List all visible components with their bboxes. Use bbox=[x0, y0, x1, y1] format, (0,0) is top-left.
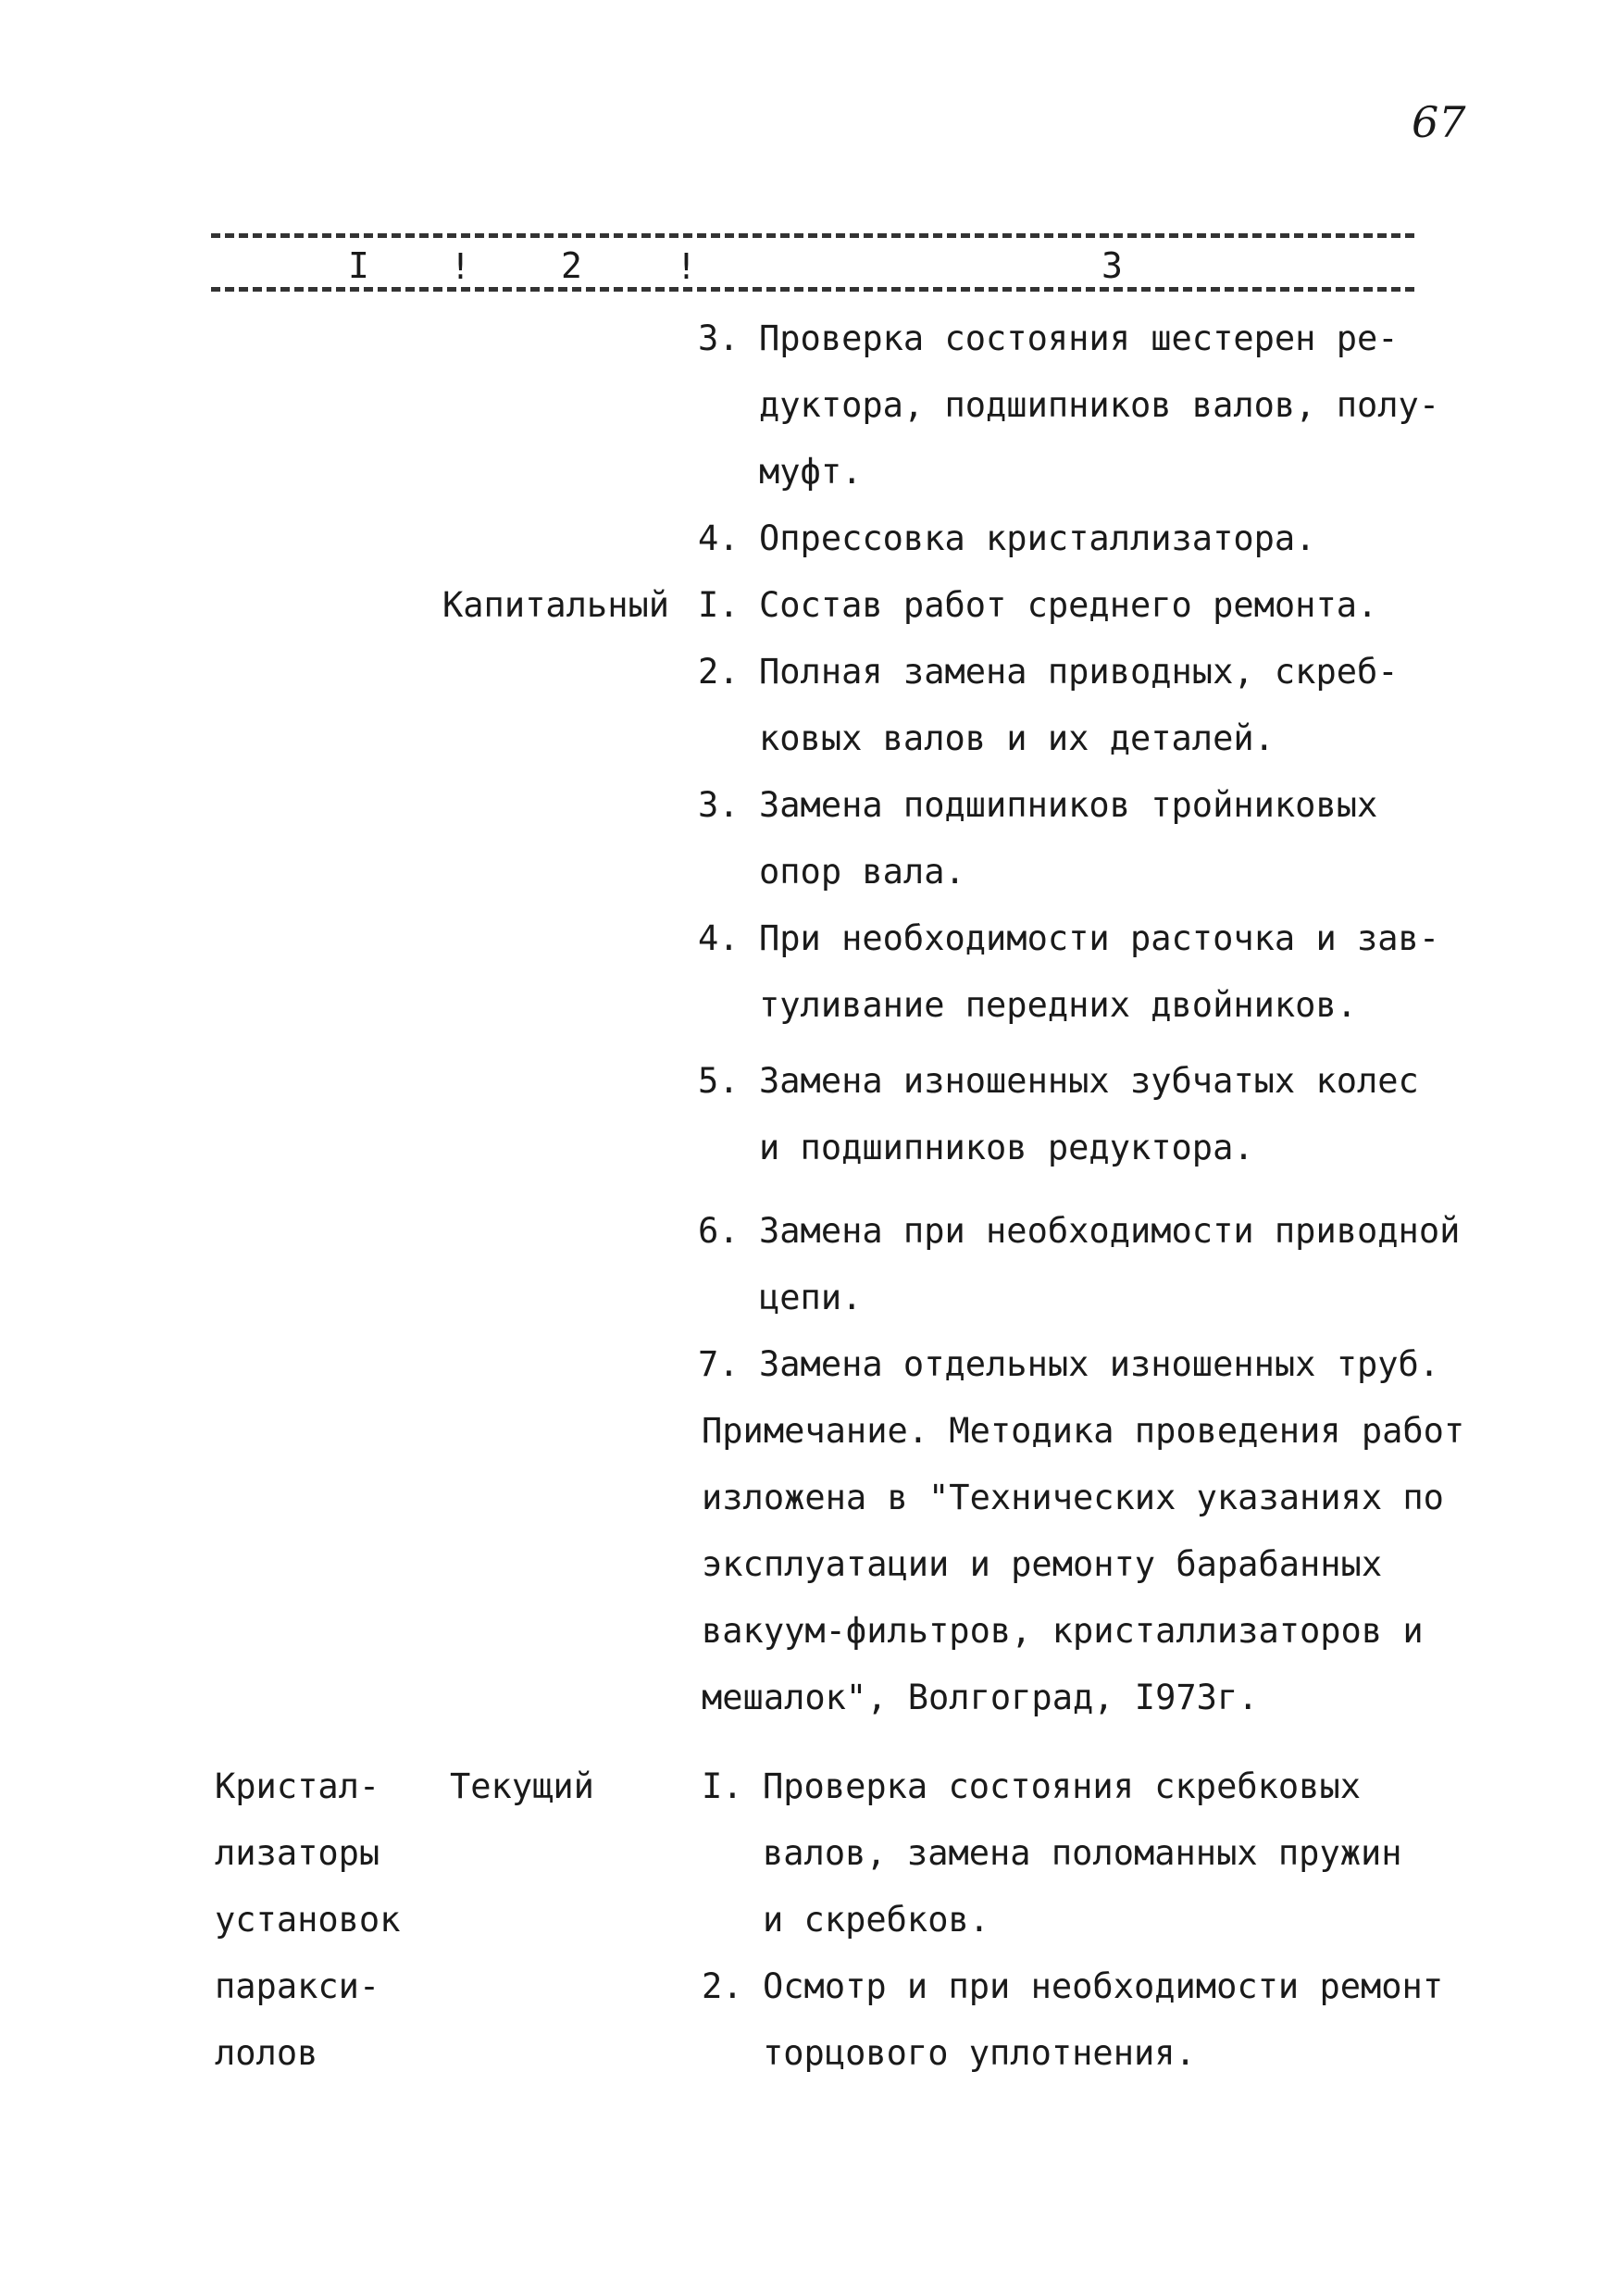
equipment-name-line: паракси- bbox=[215, 1966, 380, 2006]
page-number: 67 bbox=[1412, 97, 1466, 147]
list-item-number: 3. bbox=[698, 785, 740, 825]
list-item-line: и скребков. bbox=[763, 1900, 990, 1940]
column-2-header: 2 bbox=[561, 245, 582, 286]
list-item-number: I. bbox=[698, 585, 740, 625]
column-1-header: I bbox=[348, 245, 369, 286]
list-item-line: опор вала. bbox=[759, 852, 965, 892]
list-item-line: Замена изношенных зубчатых колес bbox=[759, 1061, 1419, 1101]
note-line: эксплуатации и ремонту барабанных bbox=[702, 1544, 1383, 1584]
list-item-line: Проверка состояния скребковых bbox=[763, 1766, 1362, 1806]
column-separator: ! bbox=[450, 246, 471, 287]
equipment-name-line: Кристал- bbox=[215, 1766, 380, 1806]
list-item-number: 6. bbox=[698, 1211, 740, 1251]
list-item-line: Опрессовка кристаллизатора. bbox=[759, 518, 1316, 558]
list-item-number: I. bbox=[702, 1766, 743, 1806]
list-item-line: ковых валов и их деталей. bbox=[759, 718, 1275, 758]
list-item-line: Осмотр и при необходимости ремонт bbox=[763, 1966, 1444, 2006]
equipment-name-line: установок bbox=[215, 1900, 401, 1940]
column-3-header: 3 bbox=[1101, 245, 1123, 286]
list-item-line: Замена при необходимости приводной bbox=[759, 1211, 1461, 1251]
list-item-line: цепи. bbox=[759, 1278, 863, 1317]
list-item-line: Замена отдельных изношенных труб. bbox=[759, 1344, 1440, 1384]
list-item-line: и подшипников редуктора. bbox=[759, 1128, 1254, 1167]
list-item-number: 2. bbox=[702, 1966, 743, 2006]
column-separator: ! bbox=[676, 246, 697, 287]
note-line: мешалок", Волгоград, I973г. bbox=[702, 1678, 1259, 1717]
list-item-number: 3. bbox=[698, 318, 740, 358]
list-item-line: дуктора, подшипников валов, полу- bbox=[759, 385, 1440, 425]
repair-type-current: Текущий bbox=[450, 1766, 594, 1806]
note-line: изложена в "Технических указаниях по bbox=[702, 1478, 1444, 1517]
list-item-line: Замена подшипников тройниковых bbox=[759, 785, 1378, 825]
list-item-line: туливание передних двойников. bbox=[759, 985, 1358, 1025]
list-item-line: При необходимости расточка и зав- bbox=[759, 918, 1440, 958]
list-item-line: Состав работ среднего ремонта. bbox=[759, 585, 1378, 625]
list-item-line: Полная замена приводных, скреб- bbox=[759, 652, 1399, 692]
note-line: Примечание. Методика проведения работ bbox=[702, 1411, 1465, 1451]
equipment-name-line: лизаторы bbox=[215, 1833, 380, 1873]
list-item-line: Проверка состояния шестерен ре- bbox=[759, 318, 1399, 358]
list-item-number: 5. bbox=[698, 1061, 740, 1101]
list-item-number: 7. bbox=[698, 1344, 740, 1384]
equipment-name-line: лолов bbox=[215, 2033, 318, 2073]
list-item-line: торцового уплотнения. bbox=[763, 2033, 1196, 2073]
list-item-number: 4. bbox=[698, 518, 740, 558]
header-top-rule bbox=[211, 233, 1414, 238]
repair-type-capital: Капитальный bbox=[442, 585, 670, 625]
list-item-number: 4. bbox=[698, 918, 740, 958]
header-bottom-rule bbox=[211, 287, 1414, 292]
list-item-number: 2. bbox=[698, 652, 740, 692]
list-item-line: муфт. bbox=[759, 452, 863, 492]
note-line: вакуум-фильтров, кристаллизаторов и bbox=[702, 1611, 1424, 1651]
table-header bbox=[211, 243, 1414, 289]
list-item-line: валов, замена поломанных пружин bbox=[763, 1833, 1402, 1873]
